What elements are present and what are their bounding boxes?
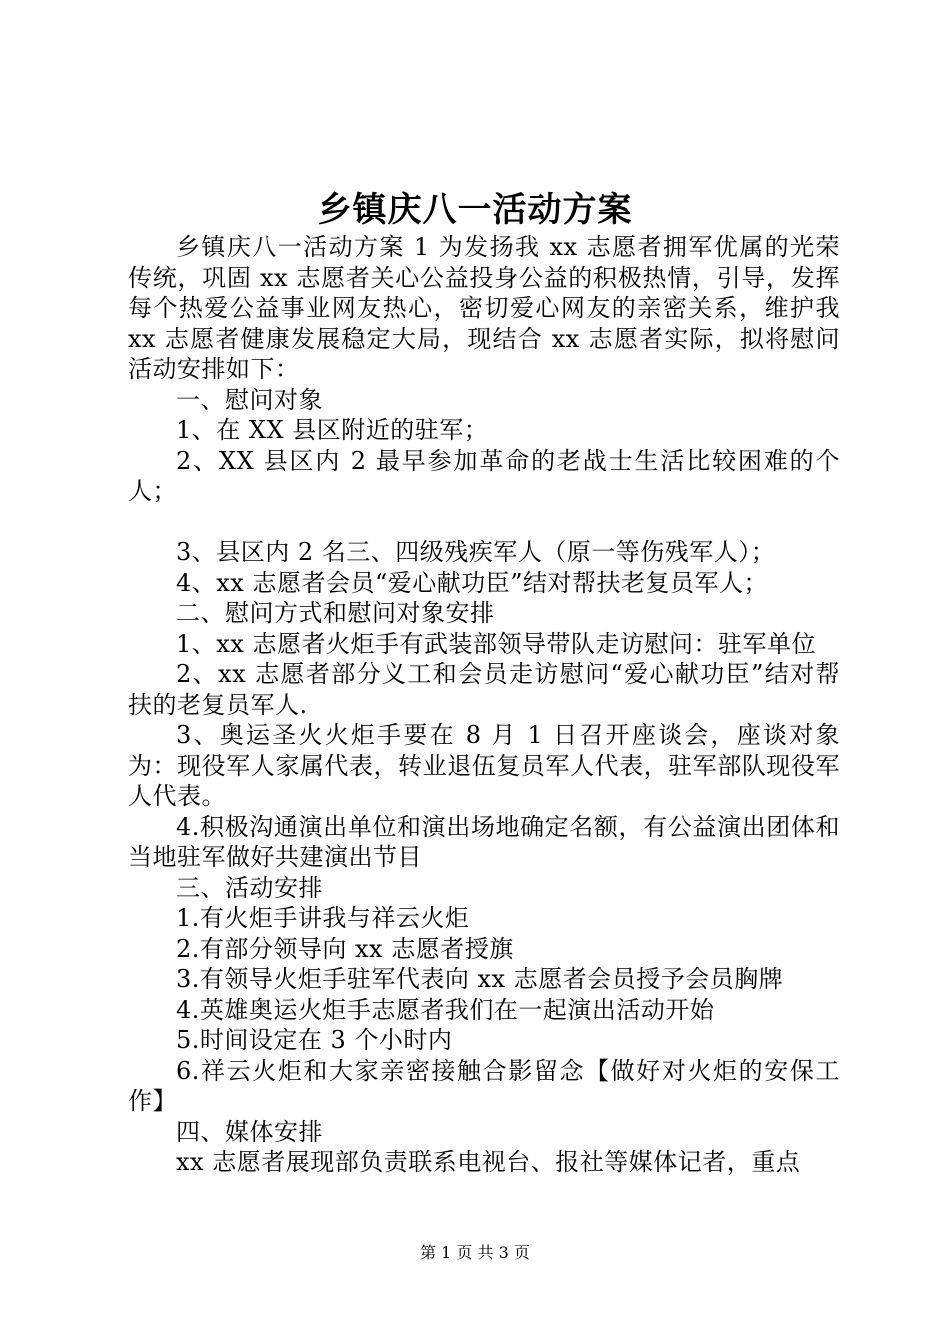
list-item: 4.积极沟通演出单位和演出场地确定名额，有公益演出团体和当地驻军做好共建演出节目 [128, 812, 840, 871]
document-title: 乡镇庆八一活动方案 [317, 190, 633, 230]
list-item: 2、xx 志愿者部分义工和会员走访慰问“爱心献功臣”结对帮扶的老复员军人. [128, 660, 840, 719]
list-item: 5.时间设定在 3 个小时内 [176, 1026, 453, 1054]
section-heading-1: 一、慰问对象 [176, 385, 323, 414]
section-heading-2: 二、慰问方式和慰问对象安排 [176, 599, 495, 627]
list-item: 3.有领导火炬手驻军代表向 xx 志愿者会员授予会员胸牌 [176, 965, 784, 993]
list-item: 1、xx 志愿者火炬手有武装部领导带队走访慰问：驻军单位 [176, 629, 816, 658]
section-heading-4: 四、媒体安排 [176, 1117, 323, 1146]
document-body [128, 232, 840, 1178]
list-item: 3、县区内 2 名三、四级残疾军人（原一等伤残军人）； [176, 538, 776, 566]
list-item: 2、XX 县区内 2 最早参加革命的老战士生活比较困难的个人； [128, 446, 840, 505]
list-item: 1、在 XX 县区附近的驻军； [176, 416, 489, 444]
list-item: 3、奥运圣火火炬手要在 8 月 1 日召开座谈会，座谈对象为：现役军人家属代表，转业退伍复员军人代表，驻军部队现役军人代表。 [128, 721, 840, 810]
list-item: 2.有部分领导向 xx 志愿者授旗 [176, 934, 514, 963]
paragraph-media: xx 志愿者展现部负责联系电视台、报社等媒体记者，重点 [176, 1148, 801, 1176]
paragraph-intro: 乡镇庆八一活动方案 1 为发扬我 xx 志愿者拥军优属的光荣传统，巩固 xx 志愿者关心公益投身公益的积极热情，引导，发挥每个热爱公益事业网友热心，密切爱心网友的亲密关系，维护我 xx 志愿者健康发展稳定大局，现结合 xx 志愿者实际，拟将慰问活动安排如下： [128, 233, 840, 383]
list-item: 6.祥云火炬和大家亲密接触合影留念【做好对火炬的安保工作】 [128, 1056, 840, 1115]
list-item: 4.英雄奥运火炬手志愿者我们在一起演出活动开始 [176, 995, 715, 1024]
section-heading-3: 三、活动安排 [176, 873, 323, 902]
page-footer: 第 1 页 共 3 页 [420, 1243, 530, 1262]
list-item: 1.有火炬手讲我与祥云火炬 [176, 904, 470, 932]
list-item: 4、xx 志愿者会员“爱心献功臣”结对帮扶老复员军人； [176, 568, 769, 597]
